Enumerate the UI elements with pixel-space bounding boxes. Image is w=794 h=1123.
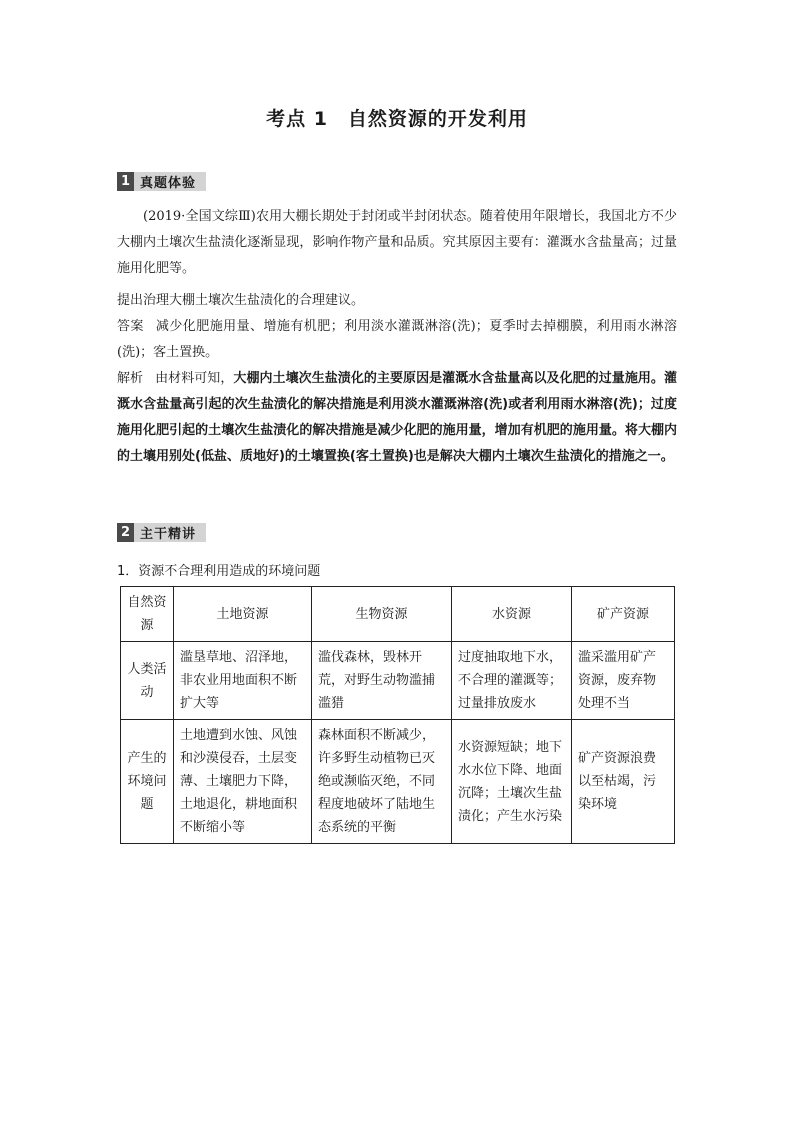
answer-label: 答案: [117, 319, 144, 334]
section-number-badge: 2: [117, 523, 134, 542]
row-header-human-activity: 人类活动: [121, 642, 174, 720]
subheading: 1．资源不合理利用造成的环境问题: [117, 564, 321, 579]
table-cell: 水资源短缺；地下水水位下降、地面沉降；土壤次生盐渍化；产生水污染: [452, 720, 572, 844]
section-header-zhugan: [117, 523, 206, 542]
answer-paragraph: [117, 314, 677, 366]
section-label: 真题体验: [140, 176, 197, 191]
table-cell: 过度抽取地下水，不合理的灌溉等；过量排放废水: [452, 642, 572, 720]
table-cell: 滥伐森林，毁林开荒，对野生动物滥捕滥猎: [312, 642, 452, 720]
table-cell: 滥垦草地、沼泽地，非农业用地面积不断扩大等: [174, 642, 312, 720]
answer-text: 减少化肥施用量、增施有机肥；利用淡水灌溉淋溶(洗)；夏季时去掉棚膜，利用雨水淋溶(洗)；客土置换。: [117, 319, 677, 360]
row-header-environment-problem: 产生的环境问题: [121, 720, 174, 844]
question-paragraph: (2019·全国文综Ⅲ)农用大棚长期处于封闭或半封闭状态。随着使用年限增长，我国北方不少大棚内土壤次生盐渍化逐渐显现，影响作物产量和品质。究其原因主要有：灌溉水含盐量高；过量施用化肥等。: [117, 209, 677, 276]
analysis-text: 大棚内土壤次生盐渍化的主要原因是灌溉水含盐量高以及化肥的过量施用。灌溉水含盐量高引起的次生盐渍化的解决措施是利用淡水灌溉淋溶(洗)或者利用雨水淋溶(洗)；过度施用化肥引起的土壤次生盐渍化的解决措施是减少化肥的施用量，增加有机肥的施用量。将大棚内的土壤用别处(低盐、质地好)的土壤置换(客土置换)也是解决大棚内土壤次生盐渍化的措施之一。: [117, 371, 677, 464]
section-number-badge: 1: [117, 172, 134, 191]
question-prompt: 提出治理大棚土壤次生盐渍化的合理建议。: [117, 293, 365, 308]
analysis-paragraph: [117, 366, 677, 470]
column-header-mineral: 矿产资源: [572, 587, 675, 642]
resource-problems-table: [120, 586, 675, 844]
table-cell: 土地遭到水蚀、风蚀和沙漠侵吞，土层变薄、土壤肥力下降，土地退化，耕地面积不断缩小等: [174, 720, 312, 844]
table-cell: 森林面积不断减少，许多野生动植物已灭绝或濒临灭绝，不同程度地破坏了陆地生态系统的平衡: [312, 720, 452, 844]
section-header-zhenti: [117, 172, 206, 191]
table-row: [121, 720, 675, 844]
page-title: 考点 1 自然资源的开发利用: [266, 108, 528, 130]
column-header-water: 水资源: [452, 587, 572, 642]
table-header-row: [121, 587, 675, 642]
column-header-land: 土地资源: [174, 587, 312, 642]
table-cell: 矿产资源浪费以至枯竭，污染环境: [572, 720, 675, 844]
analysis-intro: 由材料可知，: [155, 371, 234, 386]
table-row: [121, 642, 675, 720]
table-corner-cell: 自然资源: [121, 587, 174, 642]
section-label: 主干精讲: [140, 527, 197, 542]
analysis-label: 解析: [117, 371, 144, 386]
table-cell: 滥采滥用矿产资源，废弃物处理不当: [572, 642, 675, 720]
column-header-biological: 生物资源: [312, 587, 452, 642]
